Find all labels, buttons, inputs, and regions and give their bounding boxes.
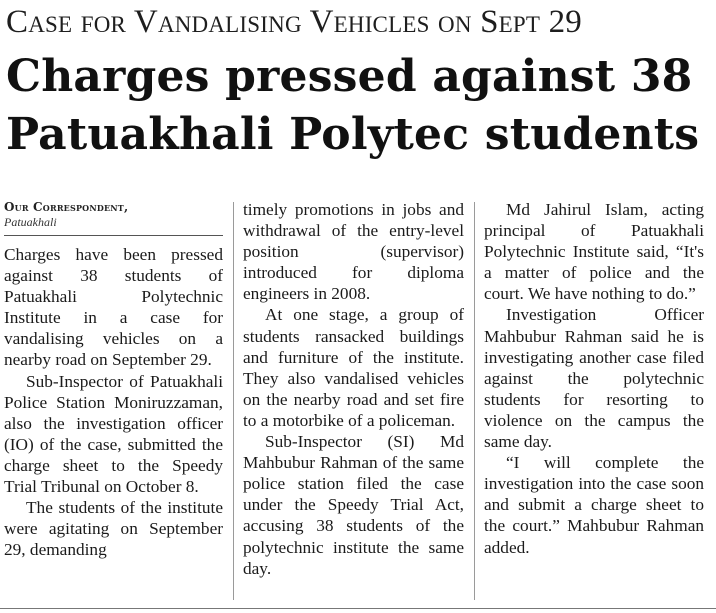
paragraph: The students of the institute were agitating on September 29, demanding — [4, 498, 223, 560]
article-column-1 — [4, 198, 223, 560]
headline-line-1: Charges pressed against 38 — [6, 51, 693, 102]
column-divider — [474, 202, 475, 600]
paragraph: Investigation Officer Mahbubur Rahman said he is investigating another case filed against the polytechnic students for resorting to violence on the campus the same day. — [484, 305, 704, 452]
byline-author: Our Correspondent, — [4, 200, 129, 214]
byline-divider — [4, 235, 223, 236]
paragraph: Sub-Inspector (SI) Md Mahbubur Rahman of the same police station filed the case under the Speedy Trial Act, accusing 38 students of the polytechnic institute the same day. — [243, 432, 464, 578]
article-column-3 — [484, 199, 704, 558]
article-headline — [6, 48, 712, 164]
paragraph: timely promotions in jobs and withdrawal of the entry-level position (supervisor) introduced for diploma engineers in 2008. — [243, 200, 464, 304]
headline-line-2: Patuakhali Polytec students — [6, 109, 700, 160]
paragraph: Md Jahirul Islam, acting principal of Patuakhali Polytechnic Institute said, “It's a matter of police and the court. We have nothing to do.” — [484, 200, 704, 304]
article-kicker: Case for Vandalising Vehicles on Sept 29 — [6, 4, 583, 40]
byline-dateline: Patuakhali — [4, 215, 57, 229]
bottom-divider — [0, 608, 716, 609]
article-column-2 — [243, 199, 464, 579]
column-divider — [233, 202, 234, 600]
paragraph: Sub-Inspector of Patuakhali Police Station Moniruzzaman, also the investigation officer (IO) of the case, submitted the charge sheet to the Speedy Trial Tribunal on October 8. — [4, 371, 223, 497]
paragraph: Charges have been pressed against 38 students of Patuakhali Polytechnic Institute in a case for vandalising vehicles on a nearby road on September 29. — [4, 245, 223, 370]
paragraph: “I will complete the investigation into the case soon and submit a charge sheet to the court.” Mahbubur Rahman added. — [484, 453, 704, 557]
paragraph: At one stage, a group of students ransacked buildings and furniture of the institute. They also vandalised vehicles on the nearby road and set fire to a motorbike of a policeman. — [243, 305, 464, 430]
